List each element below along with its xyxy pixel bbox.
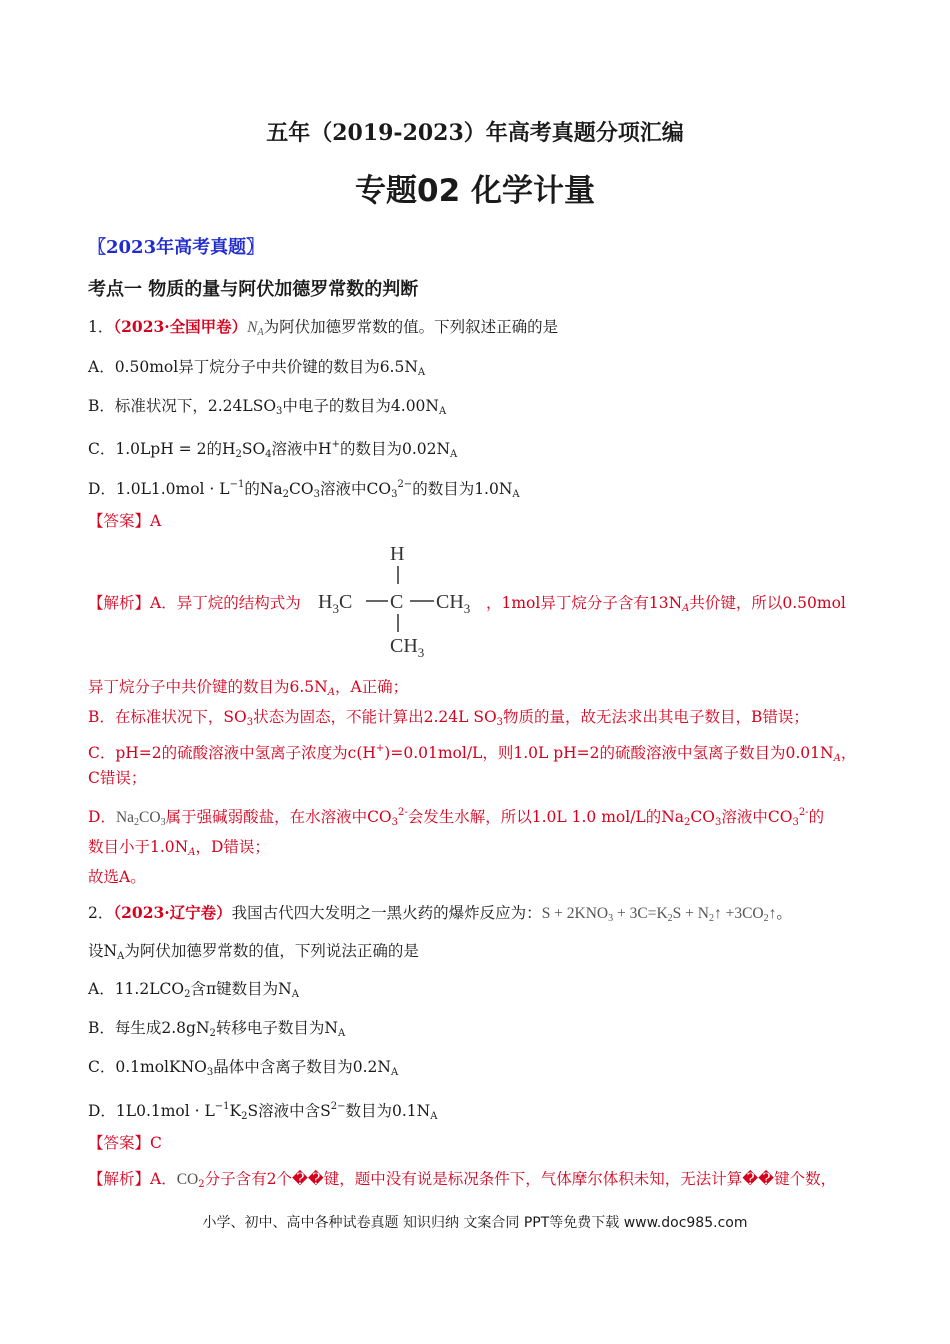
q1-option-c: C．1.0LpH = 2的$H_2SO_4$溶液中H+的数目为$0.02N_A$ [88, 439, 458, 460]
q1-explanation-c-line2: C错误； [88, 769, 147, 787]
q1-stem: 1．（2023·全国甲卷）$N_A$为阿伏加德罗常数的值。下列叙述正确的是 [88, 317, 559, 338]
struct-ch3-bottom: $CH_3$ [390, 635, 425, 660]
section-heading: 〖2023年高考真题〗 [88, 237, 265, 258]
document-title: 五年（2019-2023）年高考真题分项汇编 [266, 120, 684, 146]
q2-explanation-a: 【解析】A．$CO_2$分子含有2个��键，题中没有说是标况条件下，气体摩尔体积未知，无法计算��键个数， [88, 1170, 837, 1190]
q2-option-a: A．$11.2LCO_2$含π键数目为$N_A$ [88, 980, 299, 1000]
q2-stem-line2: 设$N_A$为阿伏加德罗常数的值，下列说法正确的是 [88, 942, 419, 962]
topic-heading: 考点一 物质的量与阿伏加德罗常数的判断 [88, 279, 419, 300]
page-footer: 小学、初中、高中各种试卷真题 知识归纳 文案合同 PPT等免费下载 www.doc985.com [202, 1215, 748, 1231]
q1-option-d: D．$1.0L1.0mol \cdot L^{-1}$的$Na_2CO_3$溶液中$CO_3^{2-}$的数目为$1.0N_A$ [88, 479, 520, 500]
q1-explanation-d: D．$Na_2CO_3$属于强碱弱酸盐，在水溶液中$CO_3^{2-}$会发生水解，所以1.0L 1.0 mol/L的$Na_2CO_3$溶液中$CO_3^{2-}$的 [88, 807, 825, 828]
q1-explanation-end: 故选A。 [88, 868, 146, 886]
q1-option-a: A．0.50mol异丁烷分子中共价键的数目为$6.5N_A$ [88, 358, 426, 378]
struct-ch3-right: $CH_3$ [436, 591, 471, 616]
struct-c: C [390, 591, 404, 613]
struct-h: H [390, 543, 405, 565]
q1-explanation-a-cont: ，1mol异丁烷分子含有$13N_A$共价键，所以0.50mol [486, 594, 846, 614]
q1-explanation-b: B．在标准状况下，$SO_3$状态为固态，不能计算出2.24L $SO_3$物质的量，故无法求出其电子数目，B错误； [88, 708, 809, 728]
q1-explanation-d-line2: 数目小于$1.0N_A$，D错误； [88, 838, 270, 858]
q2-option-d: D．$1L0.1mol \cdot L^{-1}K_2S$溶液中含$S^{2-}$数目为$0.1N_A$ [88, 1101, 438, 1122]
q2-answer: 【答案】C [88, 1134, 162, 1152]
q1-option-b: B．标准状况下，$2.24LSO_3$中电子的数目为$4.00N_A$ [88, 397, 447, 417]
q2-option-c: C．0.1molKNO$_3$晶体中含离子数目为$0.2N_A$ [88, 1058, 399, 1078]
q1-source: （2023·全国甲卷） [113, 317, 248, 336]
q2-source: （2023·辽宁卷） [113, 903, 232, 922]
q1-explanation-a-line2: 异丁烷分子中共价键的数目为$6.5N_A$，A正确； [88, 678, 409, 698]
q2-option-b: B．每生成$2.8gN_2$转移电子数目为$N_A$ [88, 1019, 346, 1039]
q1-explanation-a: 【解析】A．异丁烷的结构式为 [88, 594, 301, 612]
document-subtitle: 专题02 化学计量 [355, 173, 595, 209]
q2-stem: 2．（2023·辽宁卷）我国古代四大发明之一黑火药的爆炸反应为：$S + 2KNO_3 + 3C=K_2S$ + $N_2↑$ $+3CO_2↑$。 [88, 903, 792, 924]
isobutane-structure [318, 540, 488, 660]
q1-explanation-c: C．pH=2的硫酸溶液中氢离子浓度为c(H+)=0.01mol/L，则1.0L pH=2的硫酸溶液中氢离子数目为$0.01N_A$， [88, 743, 857, 764]
struct-h3c: $H_3C$ [318, 591, 353, 616]
q1-answer: 【答案】A [88, 512, 162, 530]
